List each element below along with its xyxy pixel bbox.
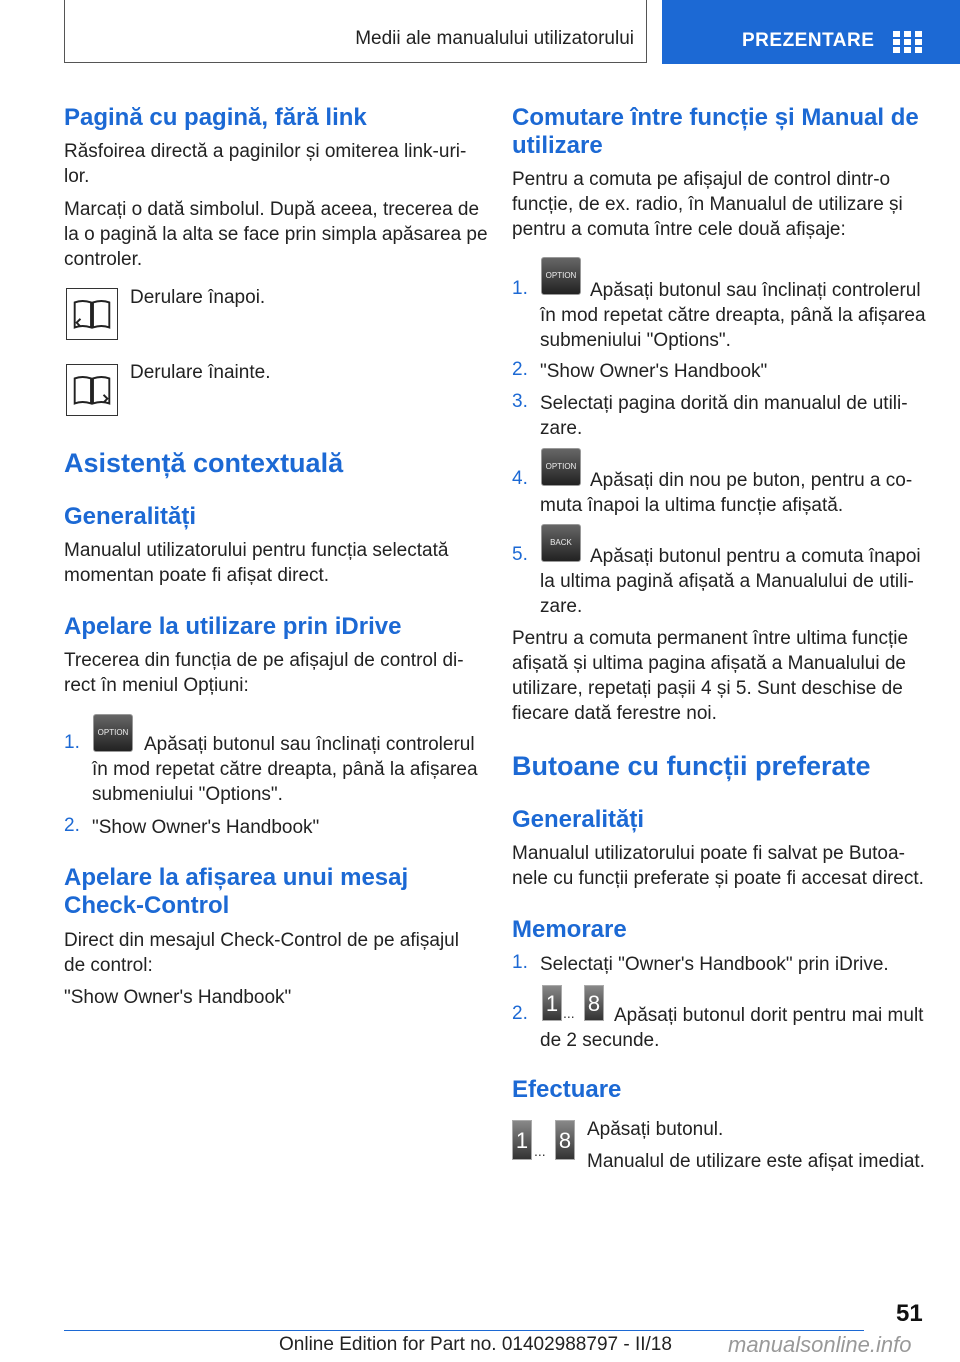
header-box: [64, 0, 647, 63]
book-back-icon[interactable]: [66, 288, 118, 340]
step-text: Selectați pagina dorită din manualul de utili‐ zare.: [540, 393, 908, 439]
step-text: "Show Owner's Handbook": [92, 817, 320, 838]
step-text: Apăsați butonul sau înclinați controlerul în mod repetat către dreapta, până la afișarea submeniului "Options".: [92, 734, 478, 805]
chapter-title: Medii ale manualului utilizatorului: [355, 28, 634, 49]
heading-store: Memorare: [512, 916, 627, 943]
step-number: 2.: [64, 815, 80, 836]
ellipsis: ...: [563, 1005, 575, 1021]
step-number: 1.: [64, 732, 80, 753]
book-forward-icon[interactable]: [66, 364, 118, 416]
paragraph-permanent-switch: Pentru a comuta permanent între ultima funcție afișată și ultima pagina afișată a Manualului de utilizare, repetați pașii 4 și 5. Sunt deschise de fiecare dată ferestre noi.: [512, 628, 909, 724]
option-button-icon[interactable]: OPTION: [541, 257, 581, 295]
footer-edition: Online Edition for Part no. 01402988797 - II/18: [279, 1334, 672, 1355]
step-number: 4.: [512, 468, 528, 489]
footer-divider: [64, 1330, 864, 1331]
paragraph-show-handbook: "Show Owner's Handbook": [64, 987, 292, 1008]
favorite-button-1-icon[interactable]: 1: [512, 1120, 532, 1160]
paragraph-execute: Apăsați butonul. Manualul de utilizare este afișat imediat.: [587, 1119, 925, 1172]
step-number: 5.: [512, 544, 528, 565]
option-button-icon[interactable]: OPTION: [93, 714, 133, 752]
favorite-button-8-icon[interactable]: 8: [555, 1120, 575, 1160]
heading-general-right: Generalități: [512, 806, 645, 833]
step-text: Apăsați butonul pentru a comuta înapoi la ultima pagină afișată a Manualului de utili‐ zare.: [540, 546, 921, 617]
heading-idrive: Apelare la utilizare prin iDrive: [64, 613, 402, 640]
heading-switch-function: Comutare între funcție și Manual de utilizare: [512, 104, 919, 159]
heading-general-left: Generalități: [64, 503, 197, 530]
scroll-forward-label: Derulare înainte.: [130, 362, 271, 383]
step-text: "Show Owner's Handbook": [540, 361, 768, 382]
ellipsis: ...: [534, 1143, 546, 1159]
paragraph-general-left: Manualul utilizatorului pentru funcția selectată momentan poate fi afișat direct.: [64, 540, 449, 586]
step-number: 2.: [512, 1003, 528, 1024]
back-button-icon[interactable]: BACK: [541, 524, 581, 562]
step-text: Apăsați din nou pe buton, pentru a co‐ muta înapoi la ultima funcție afișată.: [540, 470, 913, 516]
step-number: 1.: [512, 278, 528, 299]
paragraph-mark-symbol: Marcați o dată simbolul. După aceea, trecerea de la o pagină la alta se face prin simpla apăsarea pe controler.: [64, 199, 488, 270]
page-number: 51: [896, 1300, 923, 1327]
step-text: Apăsați butonul dorit pentru mai mult de 2 secunde.: [540, 1005, 924, 1051]
paragraph-favorites: Manualul utilizatorului poate fi salvat pe Butoa‐ nele cu funcții preferate și poate fi accesat direct.: [512, 843, 924, 889]
heading-page-by-page: Pagină cu pagină, fără link: [64, 104, 367, 131]
heading-check-control: Apelare la afișarea unui mesaj Check-Control: [64, 864, 409, 919]
section-tab-label: PREZENTARE: [742, 30, 875, 51]
scroll-back-label: Derulare înapoi.: [130, 287, 266, 308]
favorite-button-1-icon[interactable]: 1: [542, 985, 562, 1021]
heading-favorite-buttons: Butoane cu funcții preferate: [512, 751, 871, 781]
heading-contextual-help: Asistență contextuală: [64, 448, 344, 478]
favorite-button-8-icon[interactable]: 8: [584, 985, 604, 1021]
paragraph-browse: Răsfoirea directă a paginilor și omiterea link‐uri‐ lor.: [64, 141, 467, 187]
option-button-icon[interactable]: OPTION: [541, 448, 581, 486]
section-tab[interactable]: [662, 0, 960, 64]
step-number: 2.: [512, 359, 528, 380]
step-number: 1.: [512, 952, 528, 973]
paragraph-idrive: Trecerea din funcția de pe afișajul de control di‐ rect în meniul Opțiuni:: [64, 650, 464, 696]
watermark: manualsonline.info: [728, 1332, 912, 1357]
grid-icon[interactable]: [893, 31, 923, 53]
step-text: Apăsați butonul sau înclinați controlerul în mod repetat către dreapta, până la afișarea submeniului "Options".: [540, 280, 926, 351]
step-text: Selectați "Owner's Handbook" prin iDrive.: [540, 954, 889, 975]
paragraph-switch: Pentru a comuta pe afișajul de control dintr‐o funcție, de ex. radio, în Manualul de utilizare și pentru a comuta între cele două afișaje:: [512, 169, 903, 240]
paragraph-check-control: Direct din mesajul Check-Control de pe afișajul de control:: [64, 930, 459, 976]
step-number: 3.: [512, 391, 528, 412]
heading-execute: Efectuare: [512, 1076, 622, 1103]
